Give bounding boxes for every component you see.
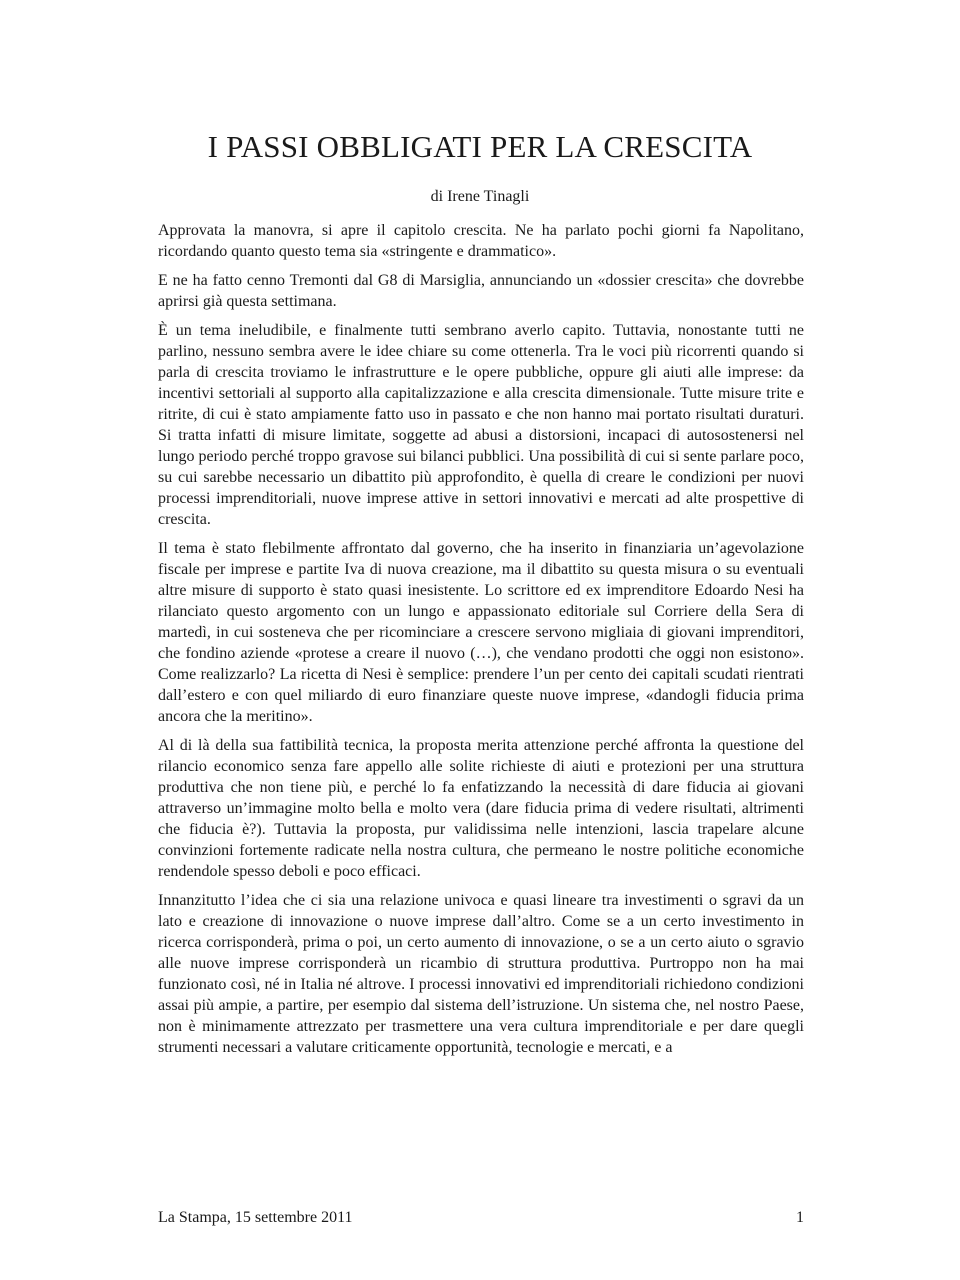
paragraph-3: È un tema ineludibile, e finalmente tutti sembrano averlo capito. Tuttavia, nonostante tutti ne parlino, nessuno sembra avere le idee chiare su come ottenerla. Tra le voci più ricorrenti quando si parla di crescita troviamo le infrastrutture e le opere pubbliche, oppure gli aiuti alle imprese: da incentivi settoriali al supporto alla capitalizzazione e alla crescita dimensionale. Tutte misure trite e ritrite, di cui è stato ampiamente fatto uso in passato e che non hanno mai portato risultati duraturi. Si tratta infatti di misure limitate, soggette ad abusi a distorsioni, incapaci di autosostenersi nel lungo periodo perché troppo gravose sui bilanci pubblici. Una possibilità di cui si sente parlare poco, su cui sarebbe necessario un dibattito più approfondito, è quella di creare le condizioni per nuovi processi imprenditoriali, nuove imprese attive in settori innovativi e mercati ad alte prospettive di crescita. — [158, 322, 804, 528]
paragraph-6: Innanzitutto l’idea che ci sia una relazione univoca e quasi lineare tra investimenti o sgravi da un lato e creazione di innovazione o nuove imprese dall’altro. Come se a un certo investimento in ricerca corrisponderà, prima o poi, un certo aumento di innovazione, o se a un certo aiuto o sgravio alle nuove imprese corrisponderà un ricambio di struttura produttiva. Purtroppo non ha mai funzionato così, né in Italia né altrove. I processi innovativi ed imprenditoriali richiedono condizioni assai più ampie, a partire, per esempio dal sistema dell’istruzione. Un sistema che, nel nostro Paese, non è minimamente attrezzato per trasmettere una vera cultura imprenditoriale e per dare quegli strumenti necessari a valutare criticamente opportunità, tecnologie e mercati, e a — [158, 892, 804, 1056]
footer-source: La Stampa, 15 settembre 2011 — [158, 1209, 353, 1226]
article-body — [158, 220, 804, 1066]
paragraph-5: Al di là della sua fattibilità tecnica, la proposta merita attenzione perché affronta la questione del rilancio economico senza fare appello alle solite richieste di aiuti e protezioni per una struttura produttiva che non tiene più, e perché lo fa enfatizzando la necessità di dare fiducia ai giovani attraverso un’immagine molto bella e molto vera (dare fiducia prima di vedere risultati, altrimenti che fiducia è?). Tuttavia la proposta, pur validissima nelle intenzioni, lascia trapelare alcune convinzioni fortemente radicate nella nostra cultura, che permeano le nostre politiche economiche rendendole spesso deboli e poco efficaci. — [158, 737, 804, 880]
page-number: 1 — [796, 1209, 804, 1226]
article-byline: di Irene Tinagli — [430, 188, 530, 205]
article-title: I PASSI OBBLIGATI PER LA CRESCITA — [207, 129, 753, 164]
paragraph-1: Approvata la manovra, si apre il capitolo crescita. Ne ha parlato pochi giorni fa Napolitano, ricordando quanto questo tema sia «stringente e drammatico». — [158, 222, 804, 260]
paragraph-4: Il tema è stato flebilmente affrontato dal governo, che ha inserito in finanziaria un’agevolazione fiscale per imprese e partite Iva di nuova creazione, ma il dibattito su questa misura o su eventuali altre misure di supporto è stato quasi inesistente. Lo scrittore ed ex imprenditore Edoardo Nesi ha rilanciato questo argomento con un lungo e appassionato editoriale sul Corriere della Sera di martedì, in cui sosteneva che per ricominciare a crescere servono migliaia di giovani imprenditori, che fondino aziende «protese a creare il nuovo (…), che vendano prodotti che oggi non esistono». Come realizzarlo? La ricetta di Nesi è semplice: prendere l’un per cento dei capitali scudati rientrati dall’estero e con quel miliardo di euro finanziare queste nuove imprese, «dandogli fiducia prima ancora che la meritino». — [158, 540, 804, 725]
paragraph-2: E ne ha fatto cenno Tremonti dal G8 di Marsiglia, annunciando un «dossier crescita» che dovrebbe aprirsi già questa settimana. — [158, 272, 804, 310]
